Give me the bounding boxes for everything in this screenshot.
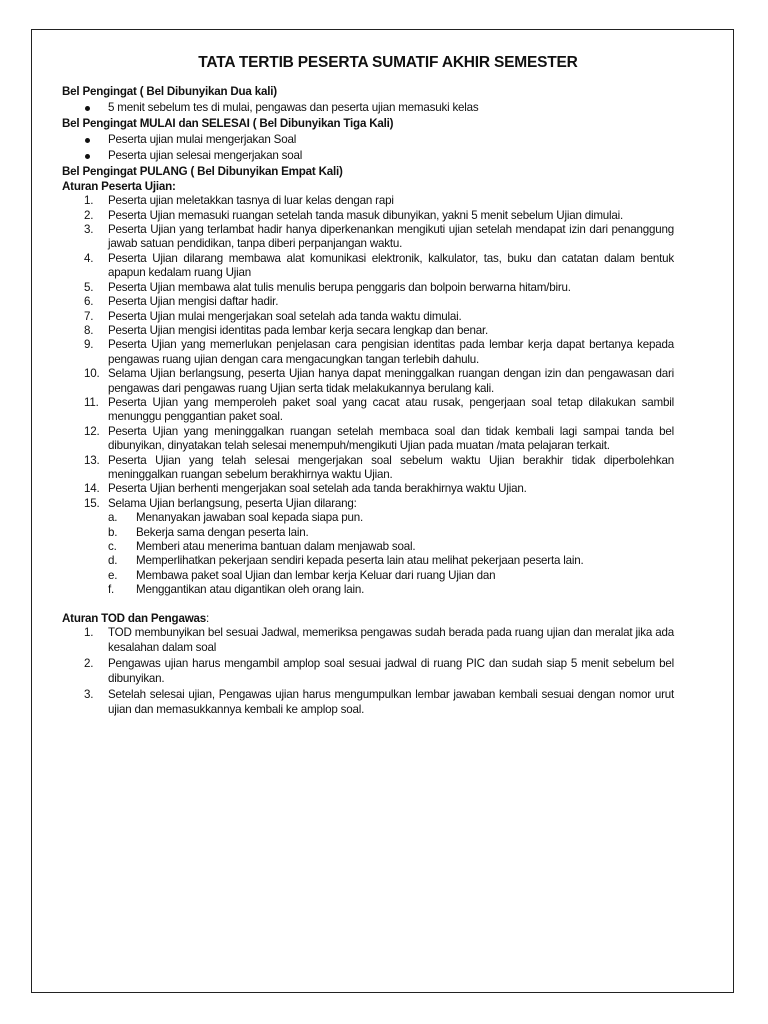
rule-text: Selama Ujian berlangsung, peserta Ujian dilarang: <box>108 496 357 510</box>
rule-number: 1. <box>84 194 94 208</box>
rule-text: Peserta Ujian yang memerlukan penjelasan cara pengisian identitas pada lembar kerja dapat bertanya kepada pengawas ruang ujian dengan cara mengacungkan tangan terlebih dahulu. <box>108 338 674 366</box>
rule-number: 7. <box>84 309 94 323</box>
list-item: Peserta ujian selesai mengerjakan soal <box>62 149 674 163</box>
rule-item <box>62 454 674 483</box>
tod-rule-item <box>62 626 674 655</box>
rule-item <box>62 482 674 496</box>
rule-item <box>62 194 674 208</box>
bel-empat-kali-heading: Bel Pengingat PULANG ( Bel Dibunyikan Empat Kali) <box>62 165 343 179</box>
sub-item-text: Memperlihatkan pekerjaan sendiri kepada peserta lain atau melihat pekerjaan peserta lain. <box>136 554 584 568</box>
tod-rule-item <box>62 688 674 717</box>
list-item: Peserta ujian mulai mengerjakan Soal <box>62 133 674 147</box>
sub-item-letter: c. <box>108 540 117 553</box>
rule-item <box>62 324 674 338</box>
rule-number: 4. <box>84 251 94 265</box>
sub-item-text: Memberi atau menerima bantuan dalam menjawab soal. <box>136 540 416 553</box>
sub-item <box>108 554 674 568</box>
sub-item-text: Menggantikan atau digantikan oleh orang lain. <box>136 583 365 597</box>
sub-item <box>108 526 674 540</box>
rule-item <box>62 338 674 367</box>
rule-item <box>62 310 674 324</box>
tod-rule-item <box>62 657 674 686</box>
aturan-tod-list <box>62 626 674 718</box>
rule-number: 11. <box>84 395 99 409</box>
rule-number: 15. <box>84 496 100 510</box>
aturan-peserta-heading: Aturan Peserta Ujian: <box>62 179 176 193</box>
rule-text: Peserta Ujian mulai mengerjakan soal setelah ada tanda waktu dimulai. <box>108 309 462 323</box>
aturan-peserta-list <box>62 194 674 597</box>
rule-text: Peserta Ujian yang memperoleh paket soal yang cacat atau rusak, pengerjaan soal tetap dilakukan sambil menunggu penggantian paket soal. <box>108 395 674 424</box>
rule-number: 8. <box>84 323 94 337</box>
rule-number: 3. <box>84 223 94 237</box>
rule-text: Selama Ujian berlangsung, peserta Ujian hanya dapat meninggalkan ruangan dengan izin dan pengawasan dari pengawas dari pengawas ruang Ujian serta tidak melakukannya berulang kali. <box>108 367 674 395</box>
sub-item <box>108 569 674 583</box>
rule-text: Peserta Ujian mengisi identitas pada lembar kerja secara lengkap dan benar. <box>108 323 489 337</box>
bullet-icon <box>85 154 90 159</box>
rule-item <box>62 425 674 454</box>
rule-text: Peserta Ujian yang telah selesai mengerjakan soal sebelum waktu Ujian berakhir tidak diperbolehkan meninggalkan ruangan sebelum berakhirnya waktu Ujian. <box>108 453 674 481</box>
sub-item-text: Membawa paket soal Ujian dan lembar kerja Keluar dari ruang Ujian dan <box>136 568 496 582</box>
sub-item-text: Menanyakan jawaban soal kepada siapa pun. <box>136 511 364 525</box>
bullet-icon <box>85 138 90 143</box>
rule-item <box>62 252 674 281</box>
rule-text: Peserta Ujian yang terlambat hadir hanya diperkenankan mengikuti ujian setelah mendapat izin dari penanggung jawab satuan pendidikan, tanpa diberi perpanjangan waktu. <box>108 223 674 251</box>
bel-dua-kali-list <box>62 101 674 115</box>
rule-number: 1. <box>84 626 94 640</box>
sub-item-letter: e. <box>108 568 118 582</box>
rule-item <box>62 209 674 223</box>
rule-item <box>62 396 674 425</box>
sub-item-text: Bekerja sama dengan peserta lain. <box>136 525 309 539</box>
rule-number: 2. <box>84 208 94 222</box>
list-item: 5 menit sebelum tes di mulai, pengawas dan peserta ujian memasuki kelas <box>62 101 674 115</box>
rule-number: 5. <box>84 280 94 294</box>
bel-tiga-kali-heading: Bel Pengingat MULAI dan SELESAI ( Bel Dibunyikan Tiga Kali) <box>62 117 394 131</box>
prohibited-actions-list <box>108 511 674 597</box>
sub-item-letter: f. <box>108 583 115 597</box>
rule-number: 6. <box>84 295 94 309</box>
rule-text: Peserta ujian meletakkan tasnya di luar kelas dengan rapi <box>108 194 394 208</box>
sub-item-letter: d. <box>108 554 118 568</box>
rule-item <box>62 497 674 598</box>
sub-item-letter: a. <box>108 511 118 525</box>
rule-item <box>62 223 674 252</box>
rule-text: Peserta Ujian yang meninggalkan ruangan setelah membaca soal dan tidak kembali lagi sampai tanda bel dibunyikan, dinyatakan telah selesai menempuh/mengikuti Ujian pada muatan /mata pelajaran terkait. <box>108 424 674 453</box>
rule-text: Peserta Ujian memasuki ruangan setelah tanda masuk dibunyikan, yakni 5 menit sebelum Ujian dimulai. <box>108 208 624 222</box>
rule-item <box>62 281 674 295</box>
rule-text: Peserta Ujian berhenti mengerjakan soal setelah ada tanda berakhirnya waktu Ujian. <box>108 482 527 496</box>
page-title: TATA TERTIB PESERTA SUMATIF AKHIR SEMESTER <box>198 54 578 71</box>
bel-dua-kali-heading: Bel Pengingat ( Bel Dibunyikan Dua kali) <box>62 85 277 99</box>
rule-number: 14. <box>84 482 100 496</box>
sub-item <box>108 511 674 525</box>
rule-number: 12. <box>84 424 100 438</box>
rule-number: 3. <box>84 688 94 702</box>
sub-item-letter: b. <box>108 525 118 539</box>
rule-item <box>62 367 674 396</box>
document-content <box>62 56 674 720</box>
bel-tiga-kali-list <box>62 133 674 164</box>
rule-number: 2. <box>84 657 94 671</box>
sub-item <box>108 583 674 597</box>
rule-number: 13. <box>84 453 100 467</box>
aturan-tod-heading: Aturan TOD dan Pengawas: <box>62 611 210 625</box>
rule-text: Peserta Ujian membawa alat tulis menulis berupa penggaris dan bolpoin berwarna hitam/biru. <box>108 280 571 294</box>
rule-text: Pengawas ujian harus mengambil amplop soal sesuai jadwal di ruang PIC dan sudah siap 5 menit sebelum bel dibunyikan. <box>108 657 674 685</box>
rule-item <box>62 295 674 309</box>
rule-text: TOD membunyikan bel sesuai Jadwal, memeriksa pengawas sudah berada pada ruang ujian dan meralat jika ada kesalahan dalam soal <box>108 626 674 654</box>
rule-text: Peserta Ujian mengisi daftar hadir. <box>108 295 279 309</box>
rule-text: Setelah selesai ujian, Pengawas ujian harus mengumpulkan lembar jawaban kembali sesuai dengan nomor urut ujian dan memasukkannya kembali ke amplop soal. <box>108 688 674 716</box>
rule-text: Peserta Ujian dilarang membawa alat komunikasi elektronik, kalkulator, tas, buku dan catatan dalam bentuk apapun kedalam ruang Ujian <box>108 251 674 280</box>
sub-item <box>108 540 674 554</box>
bullet-icon <box>85 106 90 111</box>
rule-number: 10. <box>84 367 100 381</box>
rule-number: 9. <box>84 338 94 352</box>
